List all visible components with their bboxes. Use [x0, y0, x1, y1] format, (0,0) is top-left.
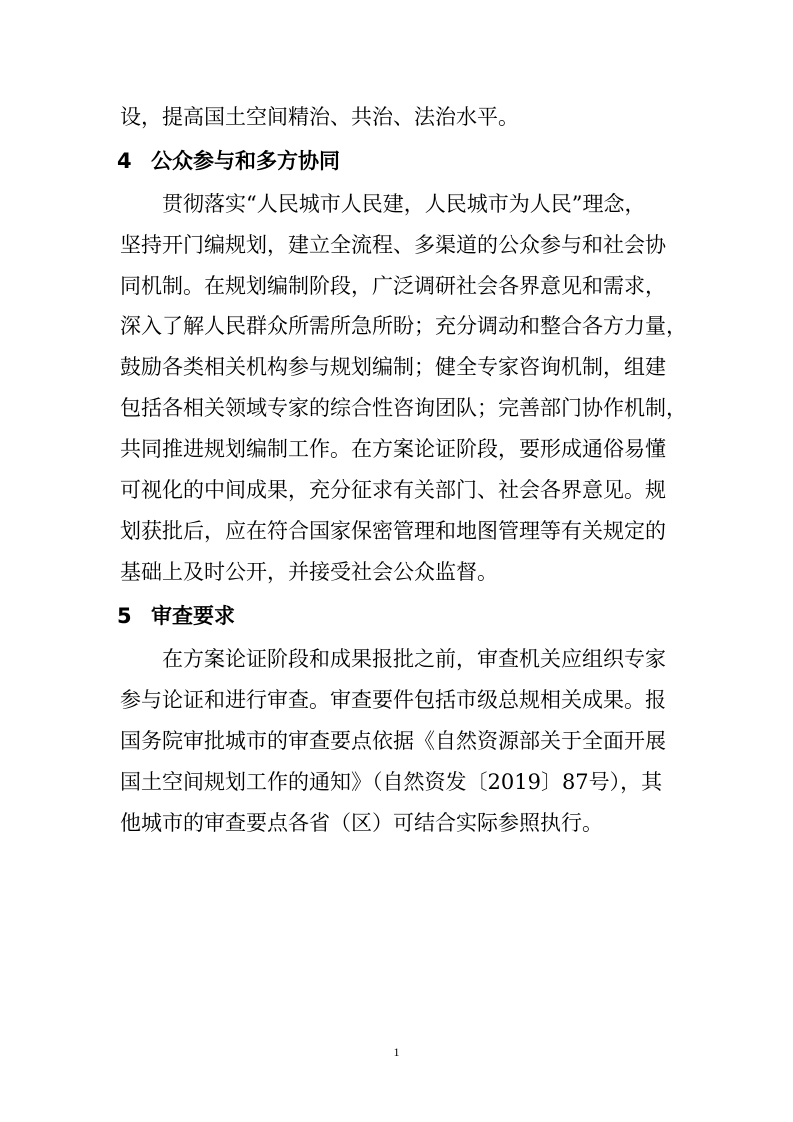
- paragraph-line: 共同推进规划编制工作。在方案论证阶段，要形成通俗易懂: [120, 437, 666, 461]
- paragraph-line: 基础上及时公开，并接受社会公众监督。: [120, 560, 498, 584]
- section-number: 4: [117, 149, 132, 173]
- paragraph-line: 他城市的审查要点各省（区）可结合实际参照执行。: [120, 811, 603, 835]
- paragraph-line: 国土空间规划工作的通知》（自然资发〔2019〕87号），其: [120, 770, 663, 794]
- section-heading: [117, 151, 340, 172]
- paragraph-line: 包括各相关领域专家的综合性咨询团队；完善部门协作机制，: [120, 396, 687, 420]
- paragraph-line: 贯彻落实“人民城市人民建，人民城市为人民”理念，: [162, 192, 646, 216]
- paragraph-line: 参与论证和进行审查。审查要件包括市级总规相关成果。报: [120, 688, 666, 712]
- paragraph-line: 在方案论证阶段和成果报批之前，审查机关应组织专家: [162, 647, 666, 671]
- paragraph-line: 同机制。在规划编制阶段，广泛调研社会各界意见和需求，: [120, 274, 666, 298]
- section-number: 5: [117, 604, 132, 628]
- paragraph-line: 设，提高国土空间精治、共治、法治水平。: [120, 105, 519, 129]
- paragraph-line: 深入了解人民群众所需所急所盼；充分调动和整合各方力量，: [120, 314, 687, 338]
- section-title: 审查要求: [151, 604, 235, 628]
- paragraph-line: 鼓励各类相关机构参与规划编制；健全专家咨询机制，组建: [120, 355, 666, 379]
- paragraph-line: 国务院审批城市的审查要点依据《自然资源部关于全面开展: [120, 729, 666, 753]
- section-title: 公众参与和多方协同: [151, 149, 340, 173]
- paragraph-line: 可视化的中间成果，充分征求有关部门、社会各界意见。规: [120, 478, 666, 502]
- paragraph-line: 坚持开门编规划，建立全流程、多渠道的公众参与和社会协: [120, 233, 666, 257]
- paragraph-line: 划获批后，应在符合国家保密管理和地图管理等有关规定的: [120, 519, 666, 543]
- section-heading: [117, 606, 235, 627]
- page-number: 1: [393, 1045, 400, 1059]
